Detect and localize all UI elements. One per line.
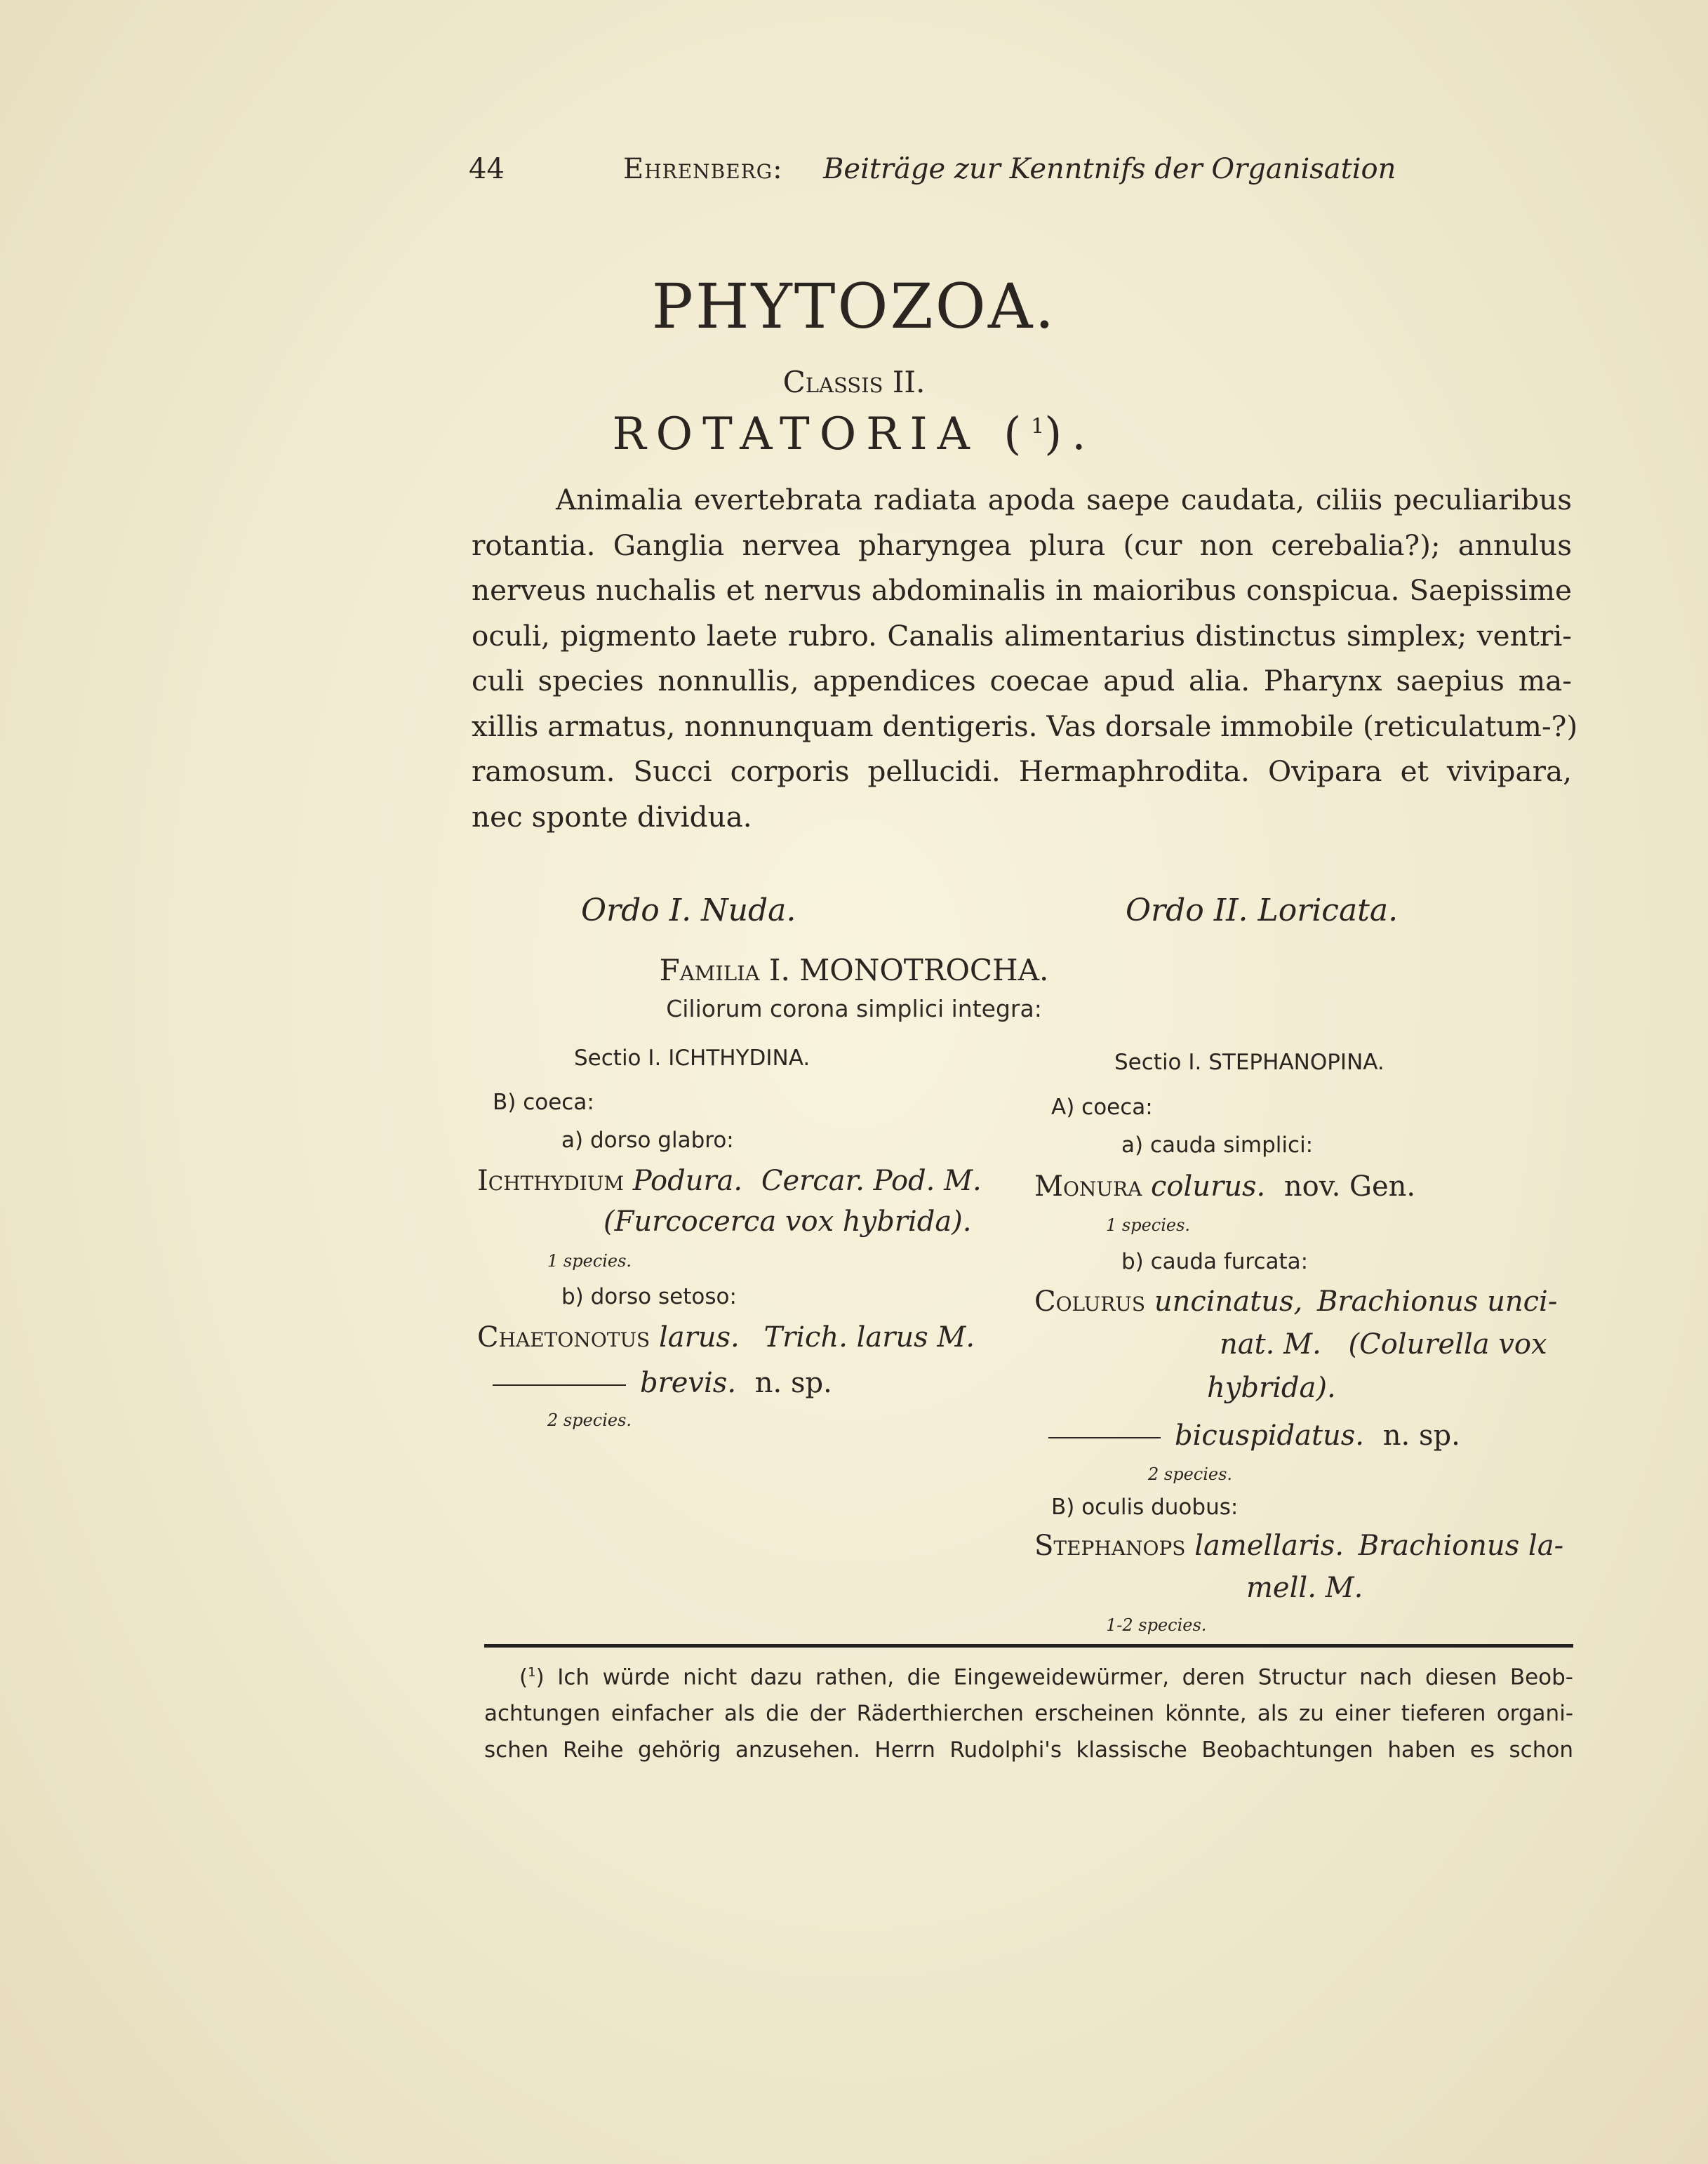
species-name: larus. <box>658 1321 740 1354</box>
genus-name: Monura <box>1034 1170 1142 1203</box>
intro-line: culi species nonnullis, appendices coecae apud alia. Pharynx saepius ma- <box>472 664 1572 697</box>
right-b-oculis: B) oculis duobus: <box>1051 1495 1239 1520</box>
ordo-2-heading: Ordo II. Loricata. <box>1126 893 1399 928</box>
stephanops-synonym-cont: mell. M. <box>1246 1572 1363 1604</box>
monura-entry <box>1034 1170 1415 1203</box>
intro-line: Animalia evertebrata radiata apoda saepe caudata, ciliis peculiaribus <box>556 483 1572 516</box>
hybrida-note: hybrida). <box>1207 1372 1336 1404</box>
synonym: Brachionus unci- <box>1316 1285 1558 1318</box>
ditto-dash <box>1048 1437 1161 1438</box>
left-a-dorso: a) dorso glabro: <box>561 1128 734 1153</box>
left-sectio: Sectio I. ICHTHYDINA. <box>574 1046 810 1071</box>
footnote-line-text: ) Ich würde nicht dazu rathen, die Eingeweidewürmer, deren Structur nach diesen Beob- <box>535 1664 1573 1690</box>
right-sectio: Sectio I. STEPHANOPINA. <box>1114 1050 1385 1075</box>
right-b-cauda: b) cauda furcata: <box>1121 1249 1309 1274</box>
class-label: Classis II. <box>782 365 926 399</box>
species-count: 1 species. <box>547 1251 632 1271</box>
species-note: n. sp. <box>754 1367 832 1399</box>
intro-line: nec sponte dividua. <box>472 799 752 834</box>
intro-paragraph <box>472 477 1578 839</box>
class-name <box>0 408 1708 460</box>
synonym: Brachionus la- <box>1358 1530 1564 1562</box>
synonym: Trich. larus M. <box>763 1321 975 1354</box>
intro-line: ramosum. Succi corporis pellucidi. Hermaphrodita. Ovipara et vivipara, <box>472 754 1572 788</box>
bicuspidatus-entry <box>1048 1420 1460 1452</box>
intro-line: oculi, pigmento laete rubro. Canalis alimentarius distinctus simplex; ventri- <box>472 618 1572 653</box>
species-name: lamellaris. <box>1194 1530 1345 1562</box>
main-title: PHYTOZOA. <box>651 270 1057 342</box>
familia-description: Ciliorum corona simplici integra: <box>666 995 1042 1022</box>
colurella-note: (Colurella vox <box>1348 1328 1547 1361</box>
synonym: nat. M. <box>1220 1328 1321 1361</box>
species-name: bicuspidatus. <box>1175 1420 1365 1452</box>
chaetonotus-entry <box>477 1321 975 1354</box>
footnote-mark: 1 <box>528 1665 536 1680</box>
left-b-coeca: B) coeca: <box>493 1090 594 1115</box>
species-count: 1-2 species. <box>1106 1615 1207 1635</box>
footnote-rule <box>484 1644 1573 1648</box>
species-count: 1 species. <box>1106 1215 1191 1235</box>
footnote-line: ($^1$) Ich würde nicht dazu rathen, die Eingeweidewürmer, deren Structur nach diesen Beob- <box>519 1664 1573 1690</box>
ordo-1-heading: Ordo I. Nuda. <box>581 893 796 928</box>
class-name-close: ). <box>1044 408 1096 460</box>
ditto-dash <box>493 1384 626 1386</box>
intro-line: rotantia. Ganglia nervea pharyngea plura (cur non cerebalia?); annulus <box>472 528 1572 562</box>
intro-line: nerveus nuchalis et nervus abdominalis in maioribus conspicua. Saepissime <box>472 573 1572 607</box>
species-count: 2 species. <box>1148 1464 1233 1484</box>
furcocerca-note: (Furcocerca vox hybrida). <box>603 1205 972 1238</box>
species-name: Podura. <box>632 1165 743 1197</box>
species-note: n. sp. <box>1382 1420 1460 1452</box>
footnote-line: schen Reihe gehörig anzusehen. Herrn Rudolphi's klassische Beobachtungen haben es schon <box>484 1737 1573 1763</box>
footnote <box>484 1655 1573 1768</box>
brevis-entry <box>493 1367 832 1399</box>
genus-note: nov. Gen. <box>1283 1170 1416 1203</box>
footnote-line: achtungen einfacher als die der Räderthierchen erscheinen könnte, als zu einer tieferen organi- <box>484 1701 1573 1727</box>
page-number: 44 <box>469 153 505 185</box>
genus-name: Chaetonotus <box>477 1321 650 1354</box>
genus-name: Ichthydium <box>477 1165 624 1197</box>
intro-line: xillis armatus, nonnunquam dentigeris. Vas dorsale immobile (reticulatum-?) <box>472 709 1578 743</box>
ichthydium-entry <box>477 1165 982 1197</box>
species-name: uncinatus, <box>1154 1285 1303 1318</box>
synonym: Cercar. Pod. M. <box>761 1165 982 1197</box>
colurus-synonym-cont <box>1220 1328 1547 1361</box>
genus-name: Colurus <box>1034 1285 1146 1318</box>
class-name-text: ROTATORIA ( <box>612 408 1032 460</box>
genus-name: Stephanops <box>1034 1530 1186 1562</box>
stephanops-entry <box>1034 1530 1563 1562</box>
familia-heading: Familia I. MONOTROCHA. <box>659 953 1049 987</box>
right-a-cauda: a) cauda simplici: <box>1121 1133 1314 1158</box>
footnote-mark: 1 <box>1031 414 1045 439</box>
left-b-dorso: b) dorso setoso: <box>561 1284 737 1309</box>
species-count: 2 species. <box>547 1410 632 1430</box>
running-title: Beiträge zur Kenntnifs der Organisation <box>823 153 1396 185</box>
species-name: brevis. <box>640 1367 737 1399</box>
species-name: colurus. <box>1151 1170 1266 1203</box>
running-author: Ehrenberg: <box>623 153 783 185</box>
right-a-coeca: A) coeca: <box>1051 1095 1153 1120</box>
colurus-entry <box>1034 1285 1557 1318</box>
